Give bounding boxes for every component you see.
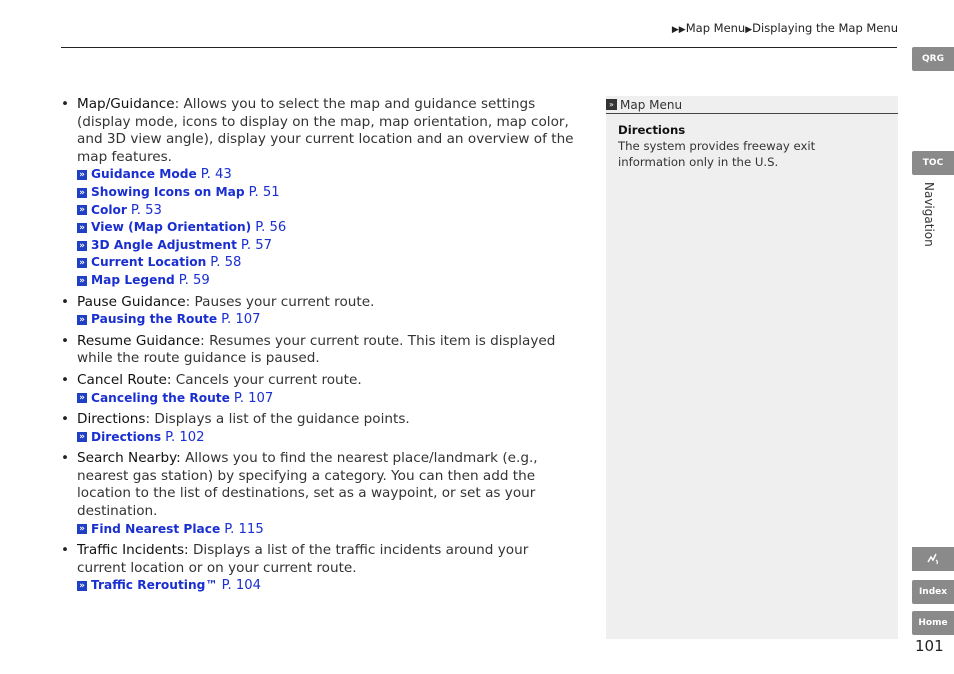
bullet: • [61,450,70,467]
reference-page[interactable]: P. 57 [240,237,272,253]
reference-page[interactable]: P. 59 [178,272,210,288]
reference-label[interactable]: Pausing the Route [91,312,218,327]
list-item [61,333,577,368]
item-term: Traffic Incidents: [77,542,189,559]
list-item [61,411,577,446]
link-arrow-icon: » [77,188,87,198]
item-description: : Allows you to select the map and guidance settings (display mode, icons to display on the map, map orientation, map color, and 3D view angle), display your current location and an overview of the map features. [77,96,574,165]
list-item [61,294,577,329]
arrow-icon: ▶▶ [671,25,686,35]
cross-reference-link[interactable] [77,577,577,595]
item-term: Directions [77,411,146,428]
reference-label[interactable]: Color [91,202,127,217]
item-description: Displays a list of the traffic incidents around your current location or on your current route. [77,542,529,576]
tab-qrg[interactable]: QRG [912,47,954,71]
reference-page[interactable]: P. 58 [210,255,242,271]
bullet: • [61,371,70,388]
section-label: Navigation [922,182,936,247]
breadcrumb-item-map-menu[interactable]: Map Menu [685,21,746,35]
reference-page[interactable]: P. 53 [130,202,162,218]
header-divider [61,47,897,48]
bullet: • [61,542,70,559]
cross-reference-link[interactable] [77,237,577,255]
voice-command-tab[interactable] [912,547,954,571]
link-arrow-icon: » [77,223,87,233]
cross-reference-link[interactable] [77,311,577,329]
reference-page[interactable]: P. 51 [248,184,280,200]
link-arrow-icon: » [77,432,87,442]
reference-page[interactable]: P. 107 [233,390,274,406]
bullet: • [61,411,70,428]
cross-reference-link[interactable] [77,429,577,447]
list-item [61,542,577,595]
reference-page[interactable]: P. 107 [221,312,261,328]
main-content [61,96,577,599]
reference-label[interactable]: 3D Angle Adjustment [91,237,237,252]
reference-label[interactable]: Current Location [91,255,207,270]
reference-page[interactable]: P. 56 [255,220,287,236]
reference-page[interactable]: P. 102 [165,429,205,445]
item-term: Map/Guidance [77,96,175,112]
reference-label[interactable]: Find Nearest Place [91,521,221,536]
breadcrumb-item-displaying-map-menu[interactable]: Displaying the Map Menu [752,21,898,35]
reference-label[interactable]: Guidance Mode [91,167,197,182]
link-arrow-icon: » [77,170,87,180]
link-arrow-icon: » [77,241,87,251]
sidebar-note [606,96,898,639]
item-description: : Displays a list of the guidance points. [145,411,410,428]
reference-label[interactable]: Map Legend [91,272,175,287]
link-arrow-icon: » [77,581,87,591]
tab-home[interactable]: Home [912,611,954,635]
item-description: Allows you to find the nearest place/landmark (e.g., nearest gas station) by specifying a category. You can then add the location to the list of destinations, set as a waypoint, or set as your destination. [77,450,538,520]
reference-label[interactable]: Directions [91,429,162,444]
cross-reference-link[interactable] [77,184,577,202]
reference-label[interactable]: Traffic Rerouting™ [91,578,218,593]
reference-page[interactable]: P. 115 [224,521,264,537]
item-term: Resume Guidance [77,332,201,349]
bullet: • [61,96,70,112]
cross-reference-link[interactable] [77,390,577,408]
page-number: 101 [915,637,944,655]
list-item [61,450,577,538]
link-arrow-icon: » [77,258,87,268]
sidebar-heading [606,96,898,114]
reference-icon: » [606,99,617,110]
cross-reference-link[interactable] [77,166,577,184]
bullet: • [61,293,70,310]
reference-page[interactable]: P. 43 [200,167,232,183]
tab-toc[interactable]: TOC [912,151,954,175]
voice-command-icon [925,551,941,567]
item-description: : Resumes your current route. This item is displayed while the route guidance is paused. [77,332,556,367]
link-arrow-icon: » [77,524,87,534]
arrow-icon: ▶ [745,25,753,35]
reference-page[interactable]: P. 104 [221,578,262,594]
reference-label[interactable]: Showing Icons on Map [91,184,245,199]
item-description: : Pauses your current route. [185,293,375,310]
link-arrow-icon: » [77,315,87,325]
sidebar-title: Directions [618,123,686,137]
cross-reference-link[interactable] [77,521,577,539]
reference-label[interactable]: View (Map Orientation) [91,220,252,235]
link-arrow-icon: » [77,393,87,403]
link-arrow-icon: » [77,276,87,286]
item-term: Cancel Route: [77,371,172,388]
item-term: Pause Guidance [77,293,186,310]
cross-reference-link[interactable] [77,272,577,290]
item-term: Search Nearby: [77,450,181,467]
sidebar-text: The system provides freeway exit information only in the U.S. [618,139,816,169]
list-item [61,96,577,290]
breadcrumb [672,21,898,35]
bullet: • [61,332,70,349]
list-item [61,372,577,407]
item-description: Cancels your current route. [171,371,362,388]
cross-reference-link[interactable] [77,254,577,272]
cross-reference-link[interactable] [77,219,577,237]
sidebar-heading-label: Map Menu [620,97,683,112]
link-arrow-icon: » [77,205,87,215]
reference-label[interactable]: Canceling the Route [91,390,230,405]
tab-index[interactable]: Index [912,580,954,604]
cross-reference-link[interactable] [77,202,577,220]
